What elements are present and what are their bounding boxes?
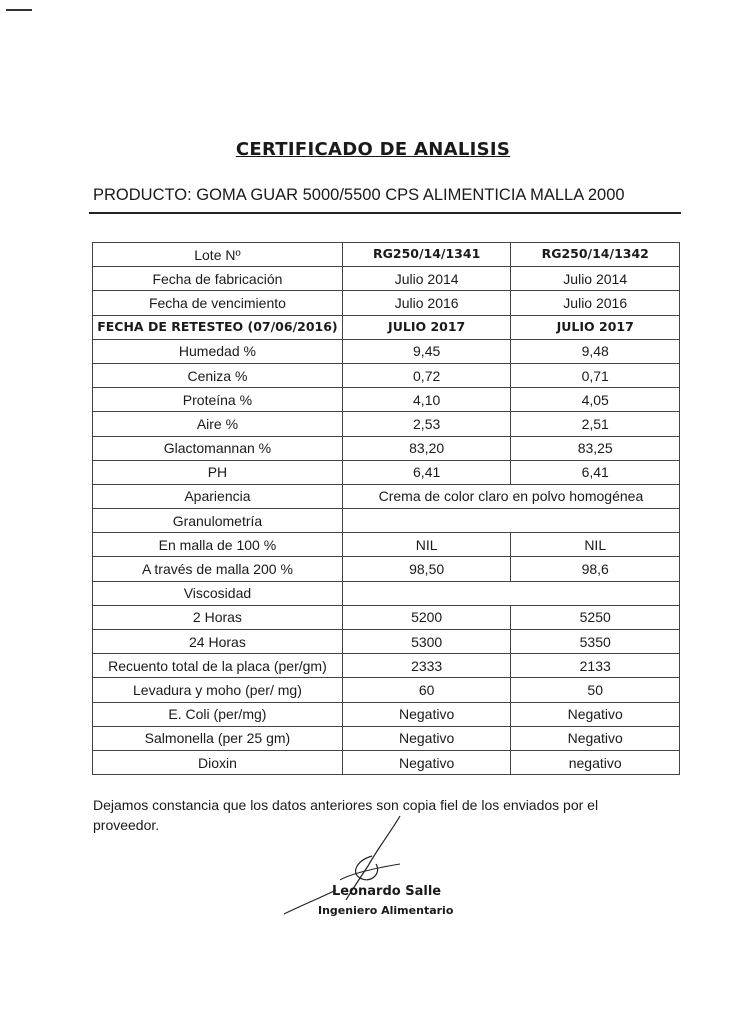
lot-2-value: RG250/14/1342 [511,243,680,267]
row-label: A través de malla 200 % [93,557,343,581]
signature-scribble [280,808,420,918]
lot-1-value: Negativo [342,702,511,726]
table-row [93,750,680,774]
lot-1-value: Julio 2016 [342,291,511,315]
lot-1-value: 9,45 [342,339,511,363]
table-row [93,654,680,678]
lot-1-value: 0,72 [342,363,511,387]
row-label: Proteína % [93,388,343,412]
table-row [93,581,680,605]
table-row [93,605,680,629]
row-label: Humedad % [93,339,343,363]
row-label: Viscosidad [93,581,343,605]
product-line: PRODUCTO: GOMA GUAR 5000/5500 CPS ALIMENTICIA MALLA 2000 [93,186,625,204]
table-row [93,702,680,726]
row-label: Levadura y moho (per/ mg) [93,678,343,702]
table-row [93,267,680,291]
table-row [93,460,680,484]
lot-1-value: Negativo [342,750,511,774]
lot-2-value: 98,6 [511,557,680,581]
row-label: Glactomannan % [93,436,343,460]
lot-2-value: negativo [511,750,680,774]
lot-1-value: 2,53 [342,412,511,436]
lot-2-value: 50 [511,678,680,702]
corner-mark [6,9,32,11]
row-label: Dioxin [93,750,343,774]
lot-2-value: Julio 2014 [511,267,680,291]
signer-role: Ingeniero Alimentario [318,904,454,917]
lot-2-value: NIL [511,533,680,557]
row-label: Aire % [93,412,343,436]
row-label: En malla de 100 % [93,533,343,557]
lot-2-value: JULIO 2017 [511,315,680,339]
row-label: E. Coli (per/mg) [93,702,343,726]
lot-2-value: 0,71 [511,363,680,387]
row-label: 2 Horas [93,605,343,629]
lot-1-value: 5200 [342,605,511,629]
table-row [93,509,680,533]
lot-1-value: NIL [342,533,511,557]
lot-2-value: Julio 2016 [511,291,680,315]
row-label: Fecha de vencimiento [93,291,343,315]
lot-2-value: Negativo [511,726,680,750]
row-label: Fecha de fabricación [93,267,343,291]
lot-1-value: 98,50 [342,557,511,581]
row-merged-value [342,509,679,533]
table-row [93,339,680,363]
table-row [93,630,680,654]
lot-1-value: 2333 [342,654,511,678]
table-row [93,243,680,267]
row-label: Recuento total de la placa (per/gm) [93,654,343,678]
table-row [93,388,680,412]
table-row [93,678,680,702]
table-row [93,436,680,460]
lot-2-value: 5350 [511,630,680,654]
lot-1-value: 5300 [342,630,511,654]
row-label: FECHA DE RETESTEO (07/06/2016) [93,315,343,339]
document-title: CERTIFICADO DE ANALISIS [235,139,511,160]
lot-1-value: 6,41 [342,460,511,484]
table-row [93,726,680,750]
certification-note: Dejamos constancia que los datos anteriores son copia fiel de los enviados por el proveedor. [93,797,599,833]
table-row [93,291,680,315]
row-label: Ceniza % [93,363,343,387]
lot-2-value: 4,05 [511,388,680,412]
lot-1-value: 83,20 [342,436,511,460]
lot-2-value: Negativo [511,702,680,726]
row-label: 24 Horas [93,630,343,654]
lot-1-value: RG250/14/1341 [342,243,511,267]
table-row [93,363,680,387]
table-row [93,315,680,339]
lot-1-value: 60 [342,678,511,702]
lot-2-value: 5250 [511,605,680,629]
table-row [93,484,680,508]
row-label: Lote Nº [93,243,343,267]
lot-2-value: 2,51 [511,412,680,436]
lot-2-value: 6,41 [511,460,680,484]
table-row [93,412,680,436]
lot-2-value: 83,25 [511,436,680,460]
lot-2-value: 2133 [511,654,680,678]
row-merged-value: Crema de color claro en polvo homogénea [342,484,679,508]
header-divider [89,212,681,214]
table-row [93,533,680,557]
row-merged-value [342,581,679,605]
row-label: Salmonella (per 25 gm) [93,726,343,750]
lot-2-value: 9,48 [511,339,680,363]
lot-1-value: Negativo [342,726,511,750]
row-label: Granulometría [93,509,343,533]
signer-name: Leonardo Salle [332,884,442,899]
analysis-table [92,242,680,775]
lot-1-value: JULIO 2017 [342,315,511,339]
lot-1-value: Julio 2014 [342,267,511,291]
lot-1-value: 4,10 [342,388,511,412]
table-row [93,557,680,581]
row-label: Apariencia [93,484,343,508]
row-label: PH [93,460,343,484]
